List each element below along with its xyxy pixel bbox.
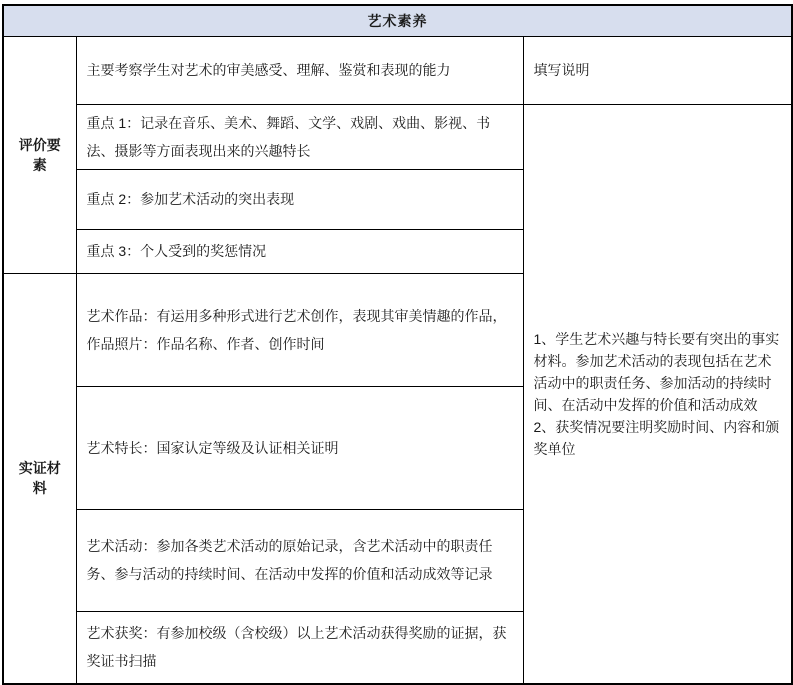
evaluation-point-1-cell: 重点 1：记录在音乐、美术、舞蹈、文学、戏剧、戏曲、影视、书法、摄影等方面表现出来的兴趣特长 [76,104,523,169]
evaluation-overview-cell: 主要考察学生对艺术的审美感受、理解、鉴赏和表现的能力 [76,36,523,104]
evidence-specialty-cell: 艺术特长：国家认定等级及认证相关证明 [76,386,523,509]
group-label-evidence-materials: 实证材料 [3,273,76,684]
evidence-activities-cell: 艺术活动：参加各类艺术活动的原始记录，含艺术活动中的职责任务、参与活动的持续时间、在活动中发挥的价值和活动成效等记录 [76,509,523,611]
notes-column-header: 填写说明 [523,36,792,104]
notes-body-cell: 1、学生艺术兴趣与特长要有突出的事实材料。参加艺术活动的表现包括在艺术活动中的职责任务、参加活动的持续时间、在活动中发挥的价值和活动成效 2、获奖情况要注明奖励时间、内容和颁奖单位 [523,104,792,684]
group-label-evaluation-elements: 评价要素 [3,36,76,273]
evaluation-point-2-cell: 重点 2：参加艺术活动的突出表现 [76,169,523,229]
evidence-artworks-cell: 艺术作品：有运用多种形式进行艺术创作，表现其审美情趣的作品，作品照片：作品名称、作者、创作时间 [76,273,523,386]
table-title: 艺术素养 [3,5,792,36]
evaluation-point-3-cell: 重点 3：个人受到的奖惩情况 [76,229,523,273]
art-literacy-table [2,4,793,685]
evidence-awards-cell: 艺术获奖：有参加校级（含校级）以上艺术活动获得奖励的证据，获奖证书扫描 [76,611,523,684]
